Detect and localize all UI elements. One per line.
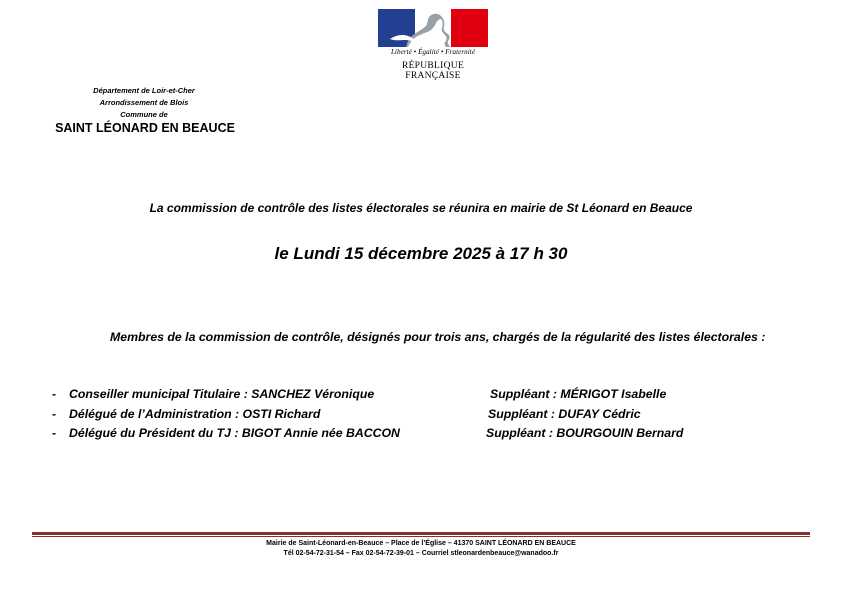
footer-contact: Tél 02-54-72-31-54 – Fax 02-54-72-39-01 – Courriel stleonardenbeauce@wanadoo.fr: [283, 550, 559, 557]
republique-francaise-logo: [377, 9, 489, 81]
list-dash: -: [52, 387, 57, 401]
members-intro: Membres de la commission de contrôle, désignés pour trois ans, chargés de la régularité des listes électorales :: [110, 330, 766, 344]
substitute-member: Suppléant : DUFAY Cédric: [488, 407, 641, 421]
marianne-flag-icon: [378, 9, 488, 47]
meeting-announcement: La commission de contrôle des listes électorales se réunira en mairie de St Léonard en Beauce: [149, 201, 693, 215]
list-dash: -: [52, 407, 57, 421]
footer-divider: [32, 532, 810, 535]
republic-name: RÉPUBLIQUE FRANÇAISE: [401, 61, 465, 81]
meeting-date: le Lundi 15 décembre 2025 à 17 h 30: [274, 244, 568, 263]
footer-divider-thin: [32, 536, 810, 537]
footer-address: Mairie de Saint-Léonard-en-Beauce – Place de l’Église – 41370 SAINT LÉONARD EN BEAUCE: [266, 540, 576, 547]
list-dash: -: [52, 426, 57, 440]
republic-motto: Liberté • Égalité • Fraternité: [390, 48, 476, 56]
commune-label: Commune de: [120, 110, 168, 119]
substitute-member: Suppléant : MÉRIGOT Isabelle: [490, 387, 667, 401]
substitute-member: Suppléant : BOURGOUIN Bernard: [486, 426, 684, 440]
arrondissement-label: Arrondissement de Blois: [99, 98, 189, 107]
titular-member: Délégué de l’Administration : OSTI Richard: [69, 407, 321, 421]
commune-name: SAINT LÉONARD EN BEAUCE: [55, 121, 235, 135]
titular-member: Délégué du Président du TJ : BIGOT Annie née BACCON: [69, 426, 400, 440]
department-label: Département de Loir-et-Cher: [93, 86, 195, 95]
titular-member: Conseiller municipal Titulaire : SANCHEZ Véronique: [69, 387, 375, 401]
